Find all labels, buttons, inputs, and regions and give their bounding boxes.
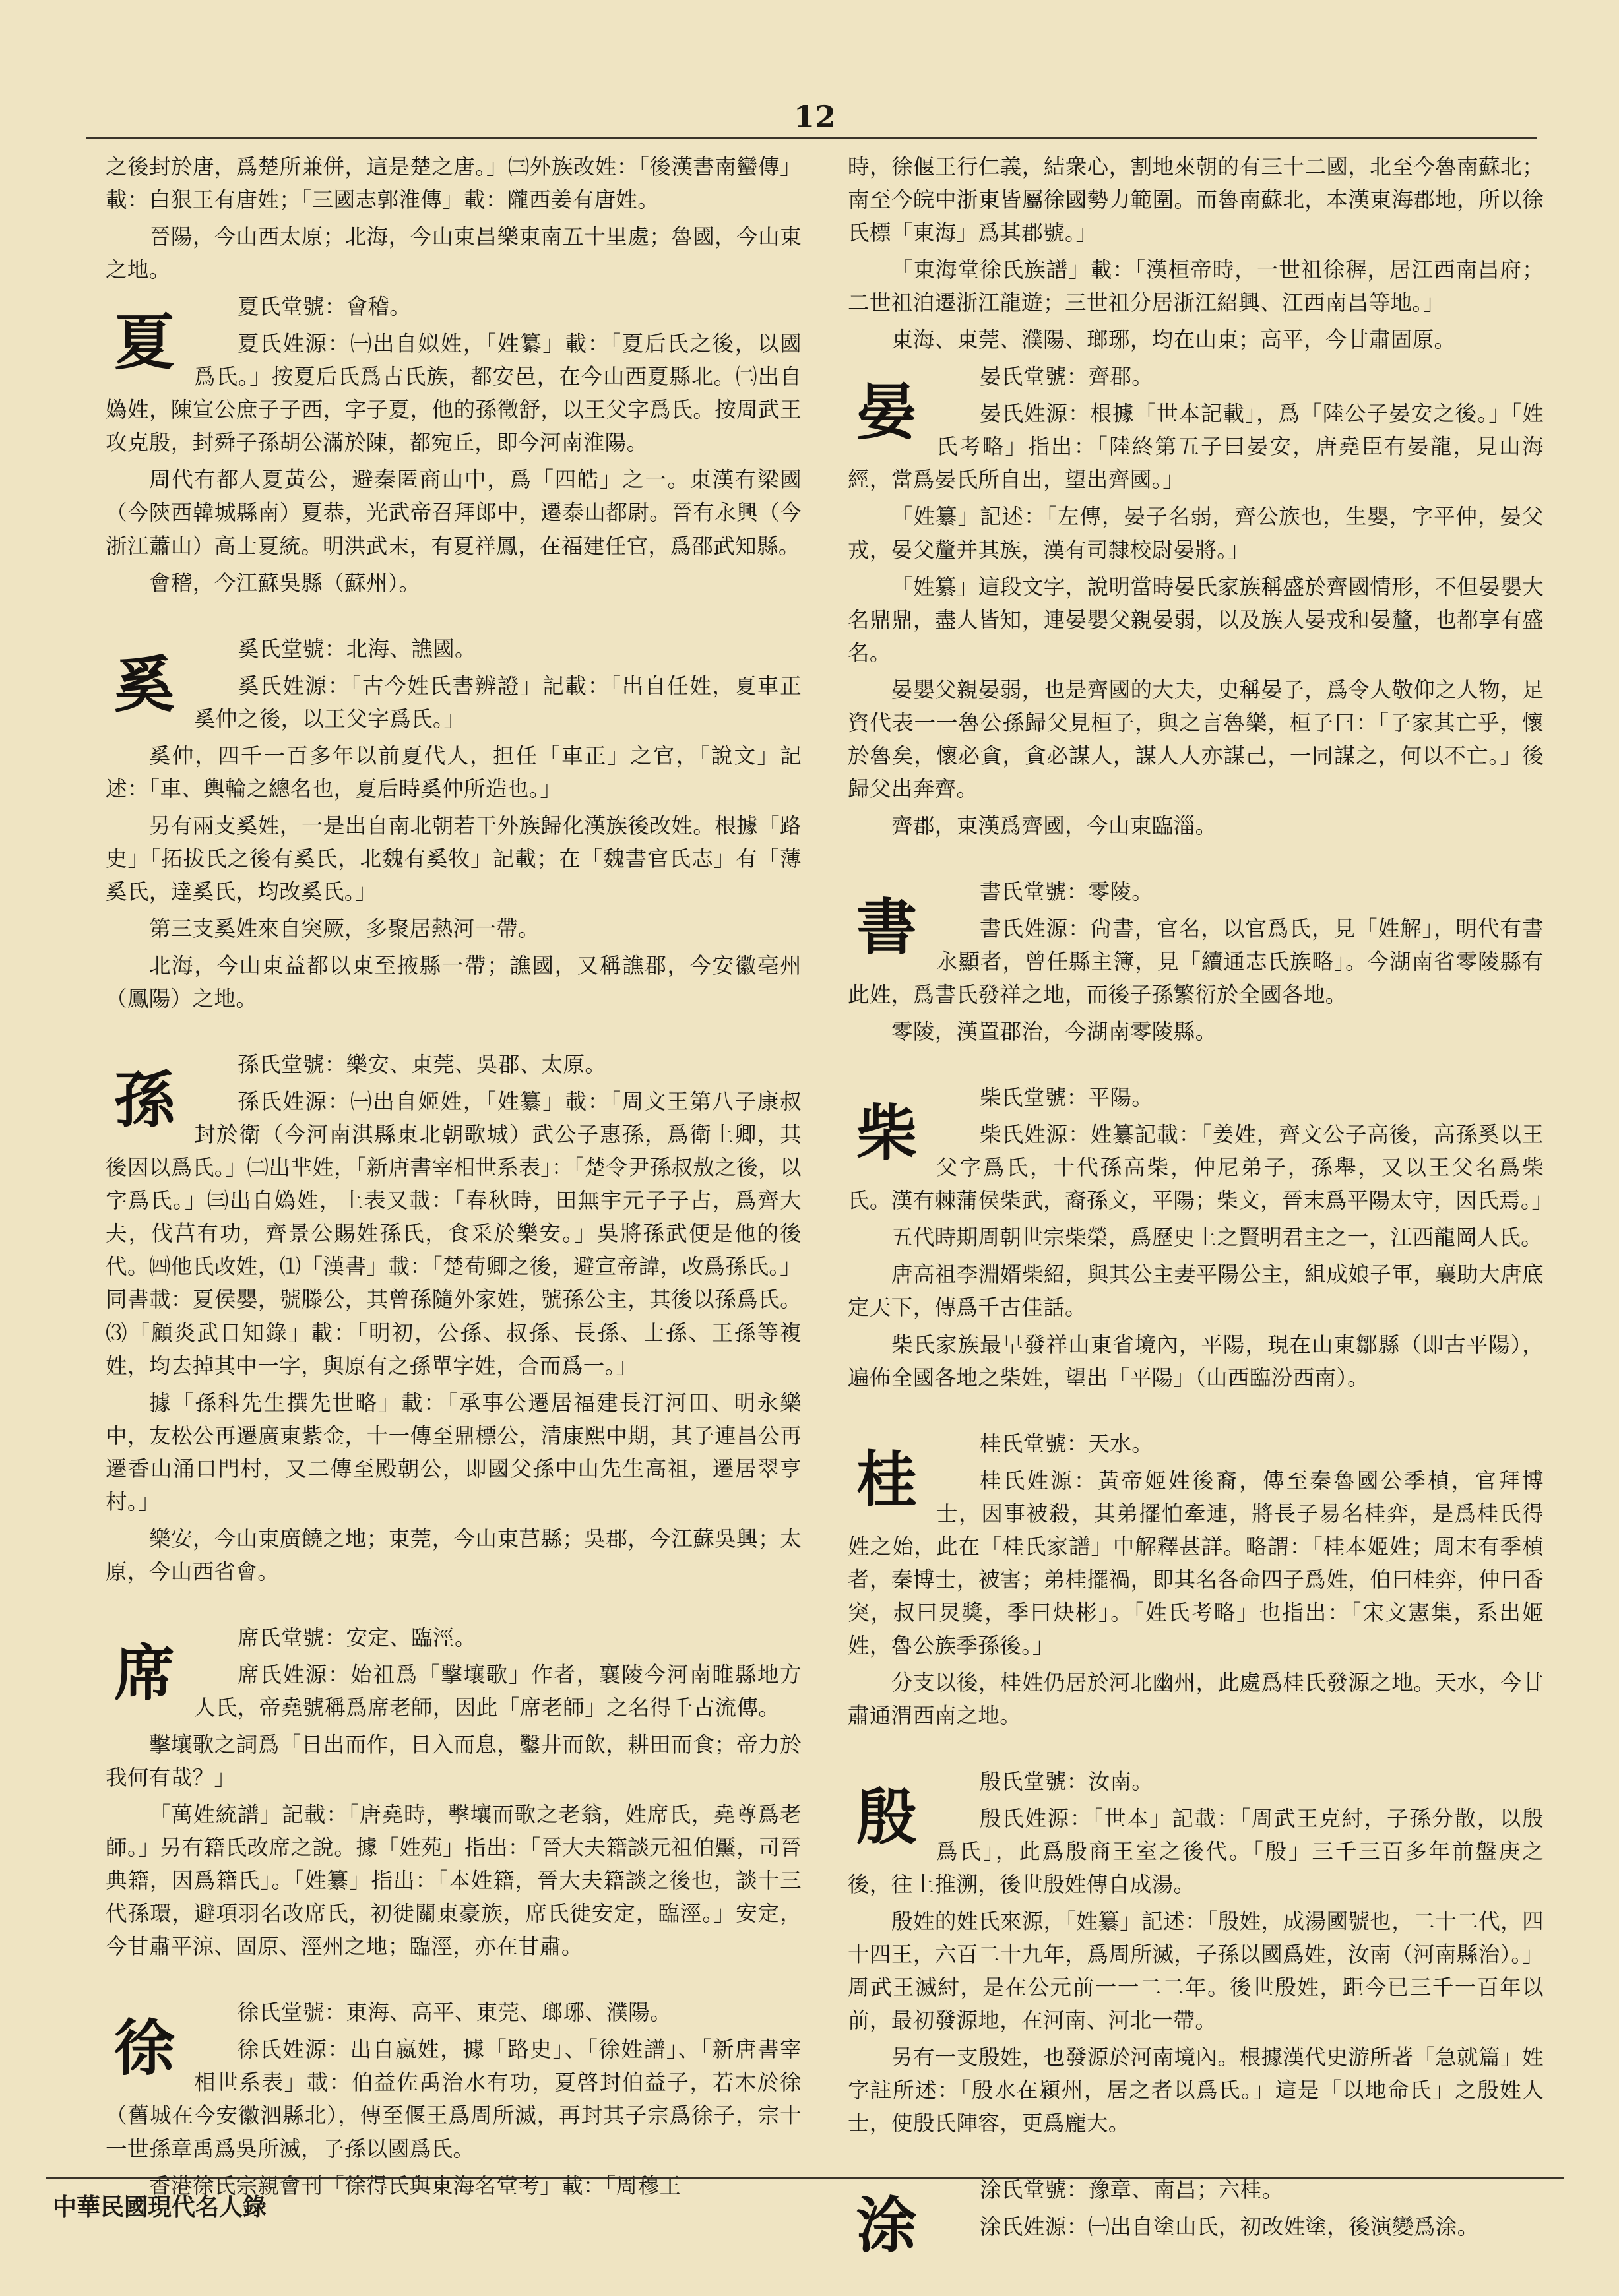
entry-paragraph: 零陵，漢置郡治，今湖南零陵縣。: [891, 1019, 1217, 1045]
entry-paragraph: 擊壤歌之詞爲「日出而作，日入而息，鑿井而飲，耕田而食；帝力於我何有哉？」: [106, 1732, 802, 1791]
page-number: 12: [793, 99, 836, 135]
right-column: [848, 150, 1554, 2261]
surname-entry: [848, 1765, 1544, 2140]
surname-entry: [106, 1996, 802, 2202]
entry-paragraph: 另有一支殷姓，也發源於河南境內。根據漢代史游所著「急就篇」姓字註所述：「殷水在潁州，居之者以爲氏。」這是「以地命氏」之殷姓人士，使殷氏陣容，更爲龐大。: [848, 2045, 1544, 2136]
entry-paragraph: 奚仲，四千一百多年以前夏代人，担任「車正」之官，「說文」記述：「車、輿輪之總名也，夏后時奚仲所造也。」: [106, 743, 802, 801]
entry-paragraph: 第三支奚姓來自突厥，多聚居熱河一帶。: [149, 915, 540, 941]
hall-name: 徐氏堂號：東海、高平、東莞、瑯琊、濮陽。: [238, 2000, 672, 2026]
intro-paragraph: 時，徐偃王行仁義，結衆心，割地來朝的有三十二國，北至今魯南蘇北；南至今皖中浙東皆屬徐國勢力範圍。而魯南蘇北，本漢東海郡地，所以徐氏標「東海」爲其郡號。」: [848, 154, 1544, 246]
surname-heading: 柴: [856, 1098, 917, 1169]
surname-entry: [106, 1621, 802, 1963]
entry-paragraph: 樂安，今山東廣饒之地；東莞，今山東莒縣；吳郡，今江蘇吳興；太原，今山西省會。: [106, 1526, 802, 1584]
surname-origin: 殷氏姓源：「世本」記載：「周武王克紂，子孫分散，以殷爲氏」，此爲殷商王室之後代。「殷」三千三百多年前盤庚之後，往上推溯，後世殷姓傳自成湯。: [848, 1806, 1544, 1898]
surname-origin: 席氏姓源：始祖爲「擊壤歌」作者，襄陵今河南睢縣地方人氏，帝堯號稱爲席老師，因此「席老師」之名得千古流傳。: [194, 1661, 802, 1720]
entry-paragraph: 晏嬰父親晏弱，也是齊國的大夫，史稱晏子，爲令人敬仰之人物，足資代表一一魯公孫歸父見桓子，與之言魯樂，桓子曰：「子家其亡乎，懷於魯矣，懷必貪，貪必謀人，謀人人亦謀己，一同謀之，何以不亡。」後歸父出奔齊。: [848, 677, 1544, 801]
entry-paragraph: 北海，今山東益都以東至掖縣一帶；譙國，又稱譙郡，今安徽亳州（鳳陽）之地。: [106, 953, 802, 1012]
hall-name: 晏氏堂號：齊郡。: [980, 364, 1154, 390]
header-rule: [86, 137, 1537, 139]
hall-name: 桂氏堂號：天水。: [980, 1431, 1154, 1456]
surname-origin: 柴氏姓源：姓纂記載：「姜姓，齊文公子高後，高孫奚以王父字爲氏，十代孫高柴，仲尼弟子，孫舉，又以王父名爲柴氏。漢有棘蒲侯柴武，裔孫文，平陽；柴文，晉末爲平陽太守，因氏焉。」: [848, 1122, 1554, 1214]
hall-name: 書氏堂號：零陵。: [980, 879, 1154, 904]
entry-paragraph: 五代時期周朝世宗柴榮，爲歷史上之賢明君主之一，江西龍岡人氏。: [891, 1225, 1543, 1251]
surname-origin: 夏氏姓源：㈠出自姒姓，「姓纂」載：「夏后氏之後，以國爲氏。」按夏后氏爲古氏族，都安邑，在今山西夏縣北。㈡出自媯姓，陳宣公庶子子西，字子夏，他的孫徵舒，以王父字爲氏。按周武王攻克殷，封舜子孫胡公滿於陳，都宛丘，即今河南淮陽。: [106, 331, 802, 456]
hall-name: 夏氏堂號：會稽。: [238, 294, 412, 320]
intro-paragraph: 晉陽，今山西太原；北海，今山東昌樂東南五十里處；魯國，今山東之地。: [106, 224, 802, 283]
left-column: [106, 150, 802, 2198]
intro-paragraph: 「東海堂徐氏族譜」載：「漢桓帝時，一世祖徐稺，居江西南昌府；二世祖泊遷浙江龍遊；三世祖分居浙江紹興、江西南昌等地。」: [848, 257, 1544, 316]
hall-name: 殷氏堂號：汝南。: [980, 1769, 1154, 1795]
surname-entry: [848, 1081, 1554, 1394]
hall-name: 奚氏堂號：北海、譙國。: [238, 636, 476, 662]
entry-paragraph: 「萬姓統譜」記載：「唐堯時，擊壤而歌之老翁，姓席氏，堯尊爲老師。」另有籍氏改席之說。據「姓苑」指出：「晉大夫籍談元祖伯黶，司晉典籍，因爲籍氏」。「姓纂」指出：「本姓籍，晉大夫籍談之後也，談十三代孫環，避項羽名改席氏，初徙關東豪族，席氏徙安定，臨涇。」安定，今甘肅平涼、固原、涇州之地；臨涇，亦在甘肅。: [106, 1802, 802, 1960]
surname-heading: 桂: [856, 1443, 917, 1515]
surname-origin: 奚氏姓源：「古今姓氏書辨證」記載：「出自任姓，夏車正奚仲之後，以王父字爲氏。」: [194, 673, 802, 731]
surname-heading: 徐: [113, 2012, 175, 2084]
surname-heading: 孫: [113, 1065, 175, 1136]
right-entries: [848, 360, 1554, 2261]
entry-paragraph: 齊郡，東漢爲齊國，今山東臨淄。: [891, 813, 1217, 838]
intro-paragraph: 之後封於唐，爲楚所兼併，這是楚之唐。」㈢外族改姓：「後漢書南蠻傳」載：白狠王有唐姓；「三國志郭淮傳」載：隴西姜有唐姓。: [106, 154, 802, 213]
surname-entry: [848, 360, 1544, 842]
surname-origin: 書氏姓源：尙書，官名，以官爲氏，見「姓解」，明代有書永顯者，曾任縣主簿，見「續通志氏族略」。今湖南省零陵縣有此姓，爲書氏發祥之地，而後子孫繁衍於全國各地。: [848, 915, 1544, 1008]
hall-name: 涂氏堂號：豫章、南昌；六桂。: [980, 2177, 1284, 2202]
surname-entry: [848, 2173, 1544, 2261]
entry-paragraph: 會稽，今江蘇吳縣（蘇州）。: [149, 570, 421, 596]
entry-paragraph: 唐高祖李淵婿柴紹，與其公主妻平陽公主，組成娘子軍，襄助大唐底定天下，傳爲千古佳話。: [848, 1262, 1544, 1320]
surname-heading: 涂: [856, 2189, 917, 2261]
surname-origin: 涂氏姓源：㈠出自塗山氏，初改姓塗，後演變爲涂。: [980, 2214, 1479, 2239]
entry-paragraph: 殷姓的姓氏來源，「姓纂」記述：「殷姓，成湯國號也，二十二代，四十四王，六百二十九年，爲周所滅，子孫以國爲姓，汝南（河南縣治）。」周武王滅紂，是在公元前一一二二年。後世殷姓，距今已三千一百年以前，最初發源地，在河南、河北一帶。: [848, 1909, 1544, 2033]
surname-origin: 徐氏姓源：出自嬴姓，據「路史」、「徐姓譜」、「新唐書宰相世系表」載：伯益佐禹治水有功，夏啓封伯益子，若木於徐（舊城在今安徽泗縣北），傳至偃王爲周所滅，再封其子宗爲徐子，宗十一世孫章禹爲吳所滅，子孫以國爲氏。: [106, 2037, 802, 2161]
entry-paragraph: 柴氏家族最早發祥山東省境內，平陽，現在山東鄒縣（即古平陽），遍佈全國各地之柴姓，望出「平陽」（山西臨汾西南）。: [848, 1332, 1544, 1390]
footer-book-title: 中華民國現代名人錄: [53, 2194, 267, 2221]
surname-origin: 桂氏姓源：黃帝姬姓後裔，傳至秦魯國公季楨，官拜博士，因事被殺，其弟擺怕牽連，將長子易名桂弈，是爲桂氏得姓之始，此在「桂氏家譜」中解釋甚詳。略謂：「桂本姬姓；周末有季楨者，秦博士，被害；弟桂擺禍，即其名各命四子爲姓，伯曰桂弈，仲曰香突，叔曰炅獎，季曰炔彬」。「姓氏考略」也指出：「宋文憲集，系出姬姓，魯公族季孫後。」: [848, 1468, 1544, 1658]
hall-name: 柴氏堂號：平陽。: [980, 1085, 1154, 1111]
surname-heading: 夏: [113, 307, 175, 379]
hall-name: 孫氏堂號：樂安、東莞、吳郡、太原。: [238, 1052, 607, 1078]
surname-entry: [106, 290, 802, 599]
surname-origin: 孫氏姓源：㈠出自姬姓，「姓纂」載：「周文王第八子康叔封於衛（今河南淇縣東北朝歌城）武公子惠孫，爲衛上卿，其後因以爲氏。」㈡出芈姓，「新唐書宰相世系表」：「楚令尹孫叔敖之後，以字爲氏。」㈢出自媯姓，上表又載：「春秋時，田無宇元子子占，爲齊大夫，伐莒有功，齊景公賜姓孫氏，食采於樂安。」吳將孫武便是他的後代。㈣他氏改姓，⑴「漢書」載：「楚荀卿之後，避宣帝諱，改爲孫氏。」同書載：夏侯嬰，號滕公，其曾孫隨外家姓，號孫公主，其後以孫爲氏。⑶「顧炎武日知錄」載：「明初，公孫、叔孫、長孫、士孫、王孫等複姓，均去掉其中一字，與原有之孫單字姓，合而爲一。」: [106, 1089, 802, 1379]
entry-paragraph: 另有兩支奚姓，一是出自南北朝若干外族歸化漢族後改姓。根據「路史」「拓拔氏之後有奚氏，北魏有奚牧」記載；在「魏書官氏志」有「薄奚氏，達奚氏，均改奚氏。」: [106, 813, 802, 904]
surname-entry: [106, 633, 802, 1016]
surname-heading: 奚: [113, 648, 175, 720]
surname-entry: [848, 1427, 1544, 1732]
intro-paragraph: 東海、東莞、濮陽、瑯琊，均在山東；高平，今甘肅固原。: [891, 327, 1456, 353]
surname-origin: 晏氏姓源：根據「世本記載」，爲「陸公子晏安之後。」「姓氏考略」指出：「陸終第五子曰晏安，唐堯臣有晏龍，見山海經，當爲晏氏所自出，望出齊國。」: [848, 401, 1544, 493]
footer-rule: [46, 2177, 1564, 2179]
surname-heading: 席: [113, 1637, 175, 1709]
left-entries: [106, 290, 802, 2202]
entry-paragraph: 香港徐氏宗親會刊「徐得氏與東海名堂考」載：「周穆王: [149, 2173, 682, 2198]
surname-entry: [848, 875, 1544, 1048]
entry-paragraph: 分支以後，桂姓仍居於河北幽州，此處爲桂氏發源之地。天水，今甘肅通渭西南之地。: [848, 1669, 1544, 1728]
entry-paragraph: 「姓纂」記述：「左傳，晏子名弱，齊公族也，生嬰，字平仲，晏父戎，晏父釐并其族，漢有司隸校尉晏將。」: [848, 504, 1544, 563]
entry-paragraph: 「姓纂」這段文字，說明當時晏氏家族稱盛於齊國情形，不但晏嬰大名鼎鼎，盡人皆知，連晏嬰父親晏弱，以及族人晏戎和晏釐，也都享有盛名。: [848, 574, 1544, 666]
surname-heading: 晏: [856, 377, 917, 449]
entry-paragraph: 據「孫科先生撰先世略」載：「承事公遷居福建長汀河田、明永樂中，友松公再遷廣東紫金，十一傳至鼎標公，清康熙中期，其子連昌公再遷香山涌口門村，又二傳至殿朝公，即國父孫中山先生高祖，遷居翠亨村。」: [106, 1390, 802, 1514]
hall-name: 席氏堂號：安定、臨涇。: [238, 1625, 476, 1650]
surname-heading: 書: [856, 891, 917, 963]
surname-entry: [106, 1048, 802, 1588]
entry-paragraph: 周代有都人夏黃公，避秦匿商山中，爲「四皓」之一。東漢有梁國（今陝西韓城縣南）夏恭，光武帝召拜郎中，遷泰山都尉。晉有永興（今浙江蕭山）高士夏統。明洪武末，有夏祥鳳，在福建任官，爲邵武知縣。: [106, 467, 802, 559]
surname-heading: 殷: [856, 1782, 917, 1853]
